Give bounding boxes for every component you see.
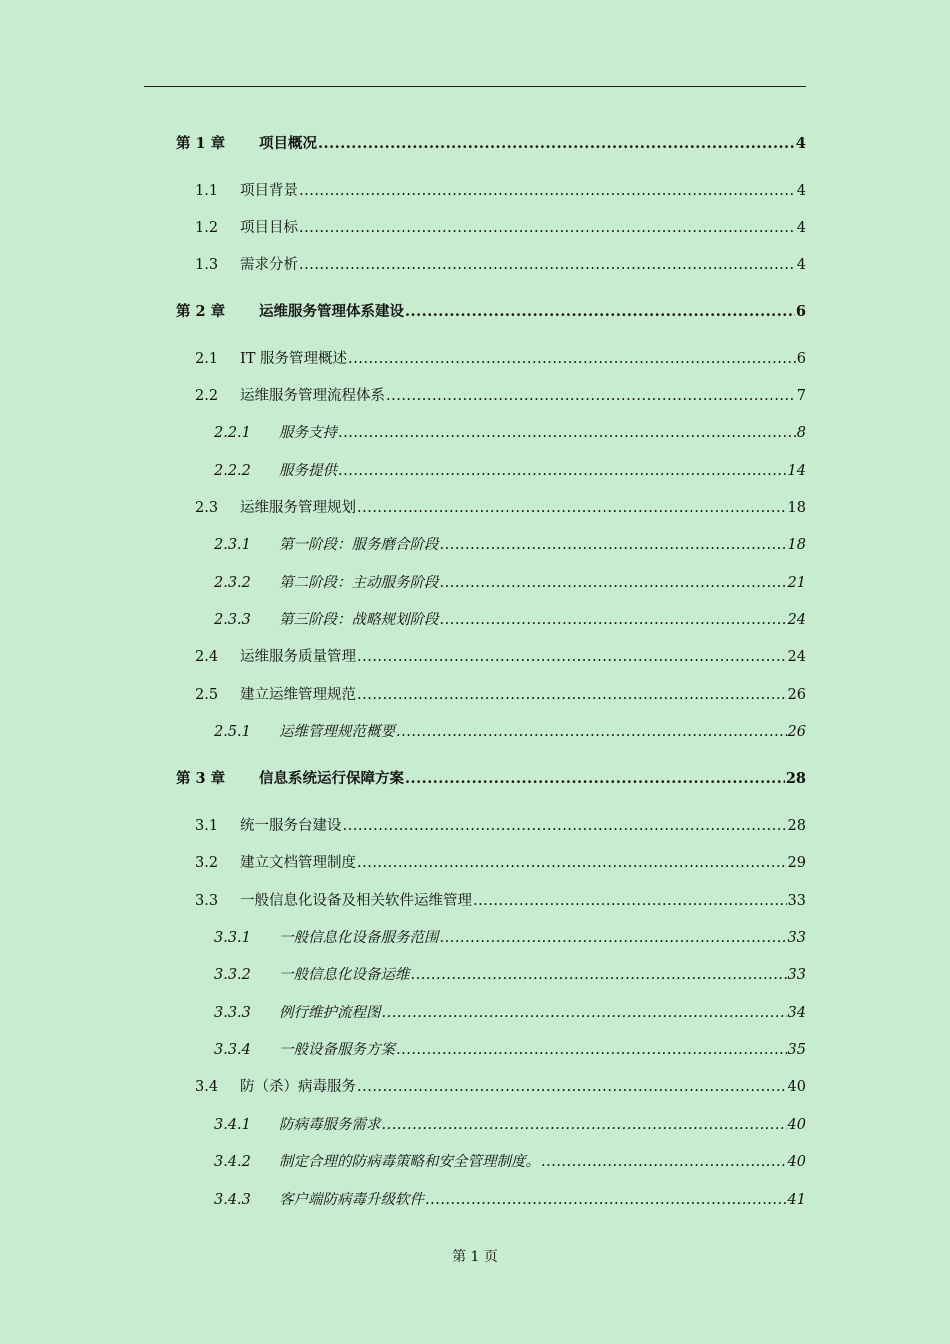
toc-entry-section[interactable]	[195, 891, 806, 911]
toc-entry-number: 2.5.1	[214, 724, 251, 740]
toc-entry-section[interactable]	[195, 218, 806, 238]
dot-leader	[299, 181, 796, 201]
toc-entry-page-number: 33	[787, 893, 806, 909]
toc-entry-section[interactable]	[195, 853, 806, 873]
toc-entry-number: 3.4.3	[214, 1192, 251, 1208]
toc-entry-chapter[interactable]	[176, 134, 806, 154]
toc-entry-sub[interactable]	[214, 1003, 806, 1023]
toc-entry-page-number: 24	[787, 649, 806, 665]
dot-leader	[357, 853, 787, 873]
toc-entry-title: 客户端防病毒升级软件	[279, 1192, 424, 1208]
toc-entry-page-number: 40	[787, 1079, 806, 1095]
toc-entry-number: 3.4.2	[214, 1154, 251, 1170]
toc-entry-title: 服务提供	[279, 463, 337, 479]
toc-entry-page-number: 18	[787, 537, 806, 553]
dot-leader	[357, 1077, 787, 1097]
dot-leader	[338, 423, 796, 443]
dot-leader	[405, 769, 785, 789]
toc-entry-page-number: 4	[796, 257, 806, 273]
toc-entry-page-number: 35	[787, 1042, 806, 1058]
dot-leader	[405, 302, 795, 322]
toc-entry-title: 一般信息化设备运维	[279, 967, 410, 983]
toc-entry-section[interactable]	[195, 498, 806, 518]
toc-entry-number: 第 1 章	[176, 135, 226, 152]
toc-entry-section[interactable]	[195, 181, 806, 201]
dot-leader	[440, 573, 787, 593]
dot-leader	[425, 1190, 787, 1210]
page-footer: 第 1 页	[452, 1249, 498, 1265]
dot-leader	[318, 134, 795, 154]
dot-leader	[396, 722, 787, 742]
toc-entry-title: 建立文档管理制度	[240, 855, 356, 871]
toc-entry-title: 需求分析	[240, 257, 298, 273]
dot-leader	[338, 461, 787, 481]
dot-leader	[348, 349, 796, 369]
dot-leader	[343, 816, 787, 836]
toc-entry-page-number: 24	[787, 612, 806, 628]
dot-leader	[440, 928, 787, 948]
toc-entry-page-number: 4	[795, 135, 806, 152]
toc-entry-page-number: 41	[787, 1192, 806, 1208]
toc-entry-page-number: 28	[785, 770, 806, 787]
toc-entry-section[interactable]	[195, 647, 806, 667]
toc-entry-title: 防病毒服务需求	[279, 1117, 381, 1133]
dot-leader	[473, 891, 787, 911]
toc-entry-page-number: 26	[787, 724, 806, 740]
toc-entry-page-number: 34	[787, 1005, 806, 1021]
toc-entry-number: 2.2.1	[214, 425, 251, 441]
toc-entry-number: 第 2 章	[176, 303, 226, 320]
toc-entry-number: 2.3.2	[214, 575, 251, 591]
header-rule	[144, 86, 806, 87]
toc-entry-page-number: 8	[796, 425, 806, 441]
toc-entry-sub[interactable]	[214, 722, 806, 742]
toc-entry-number: 3.1	[195, 818, 219, 834]
toc-entry-page-number: 40	[787, 1117, 806, 1133]
toc-entry-number: 3.3.3	[214, 1005, 251, 1021]
toc-entry-title: 项目目标	[240, 220, 298, 236]
toc-entry-title: 防（杀）病毒服务	[240, 1079, 356, 1095]
toc-entry-sub[interactable]	[214, 461, 806, 481]
toc-entry-sub[interactable]	[214, 610, 806, 630]
dot-leader	[299, 255, 796, 275]
dot-leader	[440, 610, 787, 630]
toc-entry-title: 第三阶段：战略规划阶段	[279, 612, 439, 628]
toc-entry-number: 1.3	[195, 257, 219, 273]
toc-entry-title: 运维服务质量管理	[240, 649, 356, 665]
toc-entry-number: 1.1	[195, 183, 219, 199]
toc-entry-section[interactable]	[195, 255, 806, 275]
toc-entry-page-number: 33	[787, 930, 806, 946]
toc-entry-title: 项目概况	[259, 135, 317, 152]
toc-entry-section[interactable]	[195, 349, 806, 369]
toc-entry-title: 第一阶段：服务磨合阶段	[279, 537, 439, 553]
toc-entry-number: 1.2	[195, 220, 219, 236]
toc-entry-title: IT 服务管理概述	[240, 351, 348, 367]
toc-entry-number: 3.4.1	[214, 1117, 251, 1133]
toc-entry-page-number: 6	[796, 351, 806, 367]
toc-entry-page-number: 33	[787, 967, 806, 983]
toc-entry-title: 第二阶段：主动服务阶段	[279, 575, 439, 591]
toc-entry-sub[interactable]	[214, 1115, 806, 1135]
toc-entry-number: 2.2.2	[214, 463, 251, 479]
toc-entry-number: 2.3.3	[214, 612, 251, 628]
dot-leader	[386, 386, 796, 406]
toc-entry-section[interactable]	[195, 1077, 806, 1097]
toc-entry-title: 统一服务台建设	[240, 818, 342, 834]
toc-entry-number: 2.2	[195, 388, 219, 404]
toc-entry-number: 2.4	[195, 649, 219, 665]
toc-entry-page-number: 7	[796, 388, 806, 404]
toc-entry-sub[interactable]	[214, 1152, 806, 1172]
toc-entry-number: 3.3.2	[214, 967, 251, 983]
toc-entry-title: 制定合理的防病毒策略和安全管理制度。	[279, 1154, 540, 1170]
toc-entry-number: 第 3 章	[176, 770, 226, 787]
toc-entry-title: 运维管理规范概要	[279, 724, 395, 740]
toc-entry-page-number: 4	[796, 183, 806, 199]
toc-entry-title: 运维服务管理体系建设	[259, 303, 404, 320]
toc-entry-sub[interactable]	[214, 535, 806, 555]
toc-entry-number: 3.4	[195, 1079, 219, 1095]
toc-entry-page-number: 4	[796, 220, 806, 236]
toc-entry-page-number: 6	[795, 303, 806, 320]
toc-entry-chapter[interactable]	[176, 302, 806, 322]
toc-entry-title: 项目背景	[240, 183, 298, 199]
toc-entry-title: 运维服务管理流程体系	[240, 388, 385, 404]
toc-entry-title: 服务支持	[279, 425, 337, 441]
toc-entry-section[interactable]	[195, 685, 806, 705]
dot-leader	[382, 1115, 787, 1135]
toc-entry-title: 一般信息化设备服务范围	[279, 930, 439, 946]
toc-entry-title: 例行维护流程图	[279, 1005, 381, 1021]
toc-entry-page-number: 26	[787, 687, 806, 703]
dot-leader	[357, 498, 787, 518]
dot-leader	[396, 1040, 787, 1060]
toc-entry-title: 一般信息化设备及相关软件运维管理	[240, 893, 472, 909]
dot-leader	[382, 1003, 787, 1023]
dot-leader	[411, 965, 787, 985]
toc-entry-page-number: 40	[787, 1154, 806, 1170]
toc-entry-sub[interactable]	[214, 965, 806, 985]
toc-entry-sub[interactable]	[214, 928, 806, 948]
dot-leader	[357, 647, 787, 667]
toc-entry-section[interactable]	[195, 386, 806, 406]
toc-entry-page-number: 21	[787, 575, 806, 591]
toc-entry-number: 2.3	[195, 500, 219, 516]
toc-entry-page-number: 28	[787, 818, 806, 834]
toc-entry-sub[interactable]	[214, 1040, 806, 1060]
toc-entry-sub[interactable]	[214, 1190, 806, 1210]
dot-leader	[357, 685, 787, 705]
dot-leader	[299, 218, 796, 238]
toc-entry-page-number: 18	[787, 500, 806, 516]
toc-entry-number: 3.3	[195, 893, 219, 909]
toc-entry-section[interactable]	[195, 816, 806, 836]
toc-entry-page-number: 29	[787, 855, 806, 871]
dot-leader	[440, 535, 787, 555]
toc-entry-title: 信息系统运行保障方案	[259, 770, 404, 787]
toc-entry-number: 2.3.1	[214, 537, 251, 553]
toc-entry-number: 2.5	[195, 687, 219, 703]
toc-entry-number: 3.3.1	[214, 930, 251, 946]
toc-entry-number: 3.3.4	[214, 1042, 251, 1058]
toc-entry-page-number: 14	[787, 463, 806, 479]
toc-entry-sub[interactable]	[214, 423, 806, 443]
toc-entry-number: 3.2	[195, 855, 219, 871]
toc-entry-title: 建立运维管理规范	[240, 687, 356, 703]
toc-entry-number: 2.1	[195, 351, 219, 367]
toc-entry-title: 一般设备服务方案	[279, 1042, 395, 1058]
dot-leader	[541, 1152, 787, 1172]
toc-entry-chapter[interactable]	[176, 769, 806, 789]
toc-entry-title: 运维服务管理规划	[240, 500, 356, 516]
toc-entry-sub[interactable]	[214, 573, 806, 593]
